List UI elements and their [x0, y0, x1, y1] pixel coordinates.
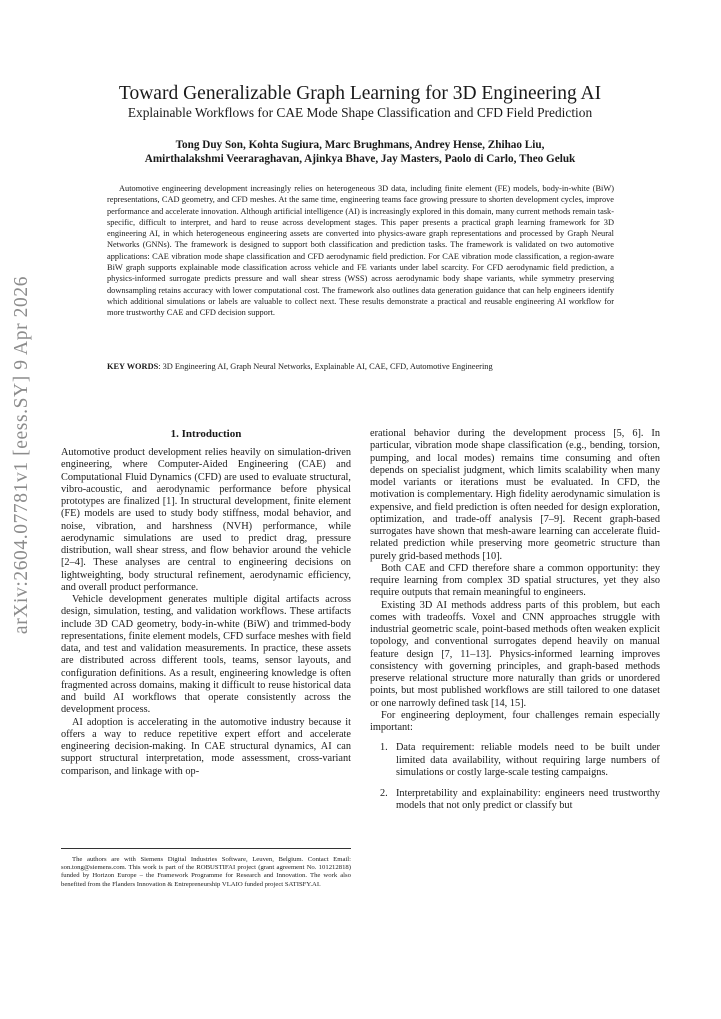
abstract [107, 183, 614, 319]
challenge-item [370, 788, 660, 813]
abstract-text: Automotive engineering development increasingly relies on heterogeneous 3D data, including finite element (FE) models, body-in-white (BiW) representations, CAD geometry, and CFD meshes. At the same time, engineering teams face growing pressure to shorten development cycles, improve performance and accelerate innovation. Although artificial intelligence (AI) is increasingly explored in this domain, many current methods remain task-specific, difficult to interpret, and hard to reuse across development stages. This paper presents a practical graph learning framework for 3D engineering AI, in which heterogeneous engineering assets are converted into physics-aware graph representations and processed by Graph Neural Networks (GNNs). The framework is designed to support both classification and prediction tasks. The framework is validated on two automotive applications: CAE vibration mode shape classification and CFD aerodynamic field prediction. For CAE vibration mode classification, a region-aware BiW graph supports explainable mode classification across vehicle and FE variants under label scarcity. For CFD aerodynamic field prediction, a physics-informed surrogate predicts pressure and wall shear stress (WSS) across aerodynamic body shape variants, while symmetry preserving downsampling retains accuracy with lower computational cost. The framework also outlines data generation guidance that can help engineers identify which additional simulations or labels are valuable to collect next. These results demonstrate a practical and reusable engineering AI workflow for more trustworthy CAE and CFD decision support. [107, 184, 614, 318]
author-list [60, 138, 660, 166]
challenge-text: Data requirement: reliable models need to be built under limited data availability, without requiring large numbers of simulations or costly large-scale testing campaigns. [396, 742, 660, 778]
intro-paragraph-7: For engineering deployment, four challenges remain especially important: [370, 709, 660, 733]
challenge-number: 2. [380, 788, 388, 799]
right-column [370, 428, 660, 822]
challenge-text: Interpretability and explainability: engineers need trustworthy models that not only predict or classify but [396, 788, 660, 812]
intro-paragraph-6: Existing 3D AI methods address parts of this problem, but each comes with tradeoffs. Voxel and CNN approaches struggle with industrial geometric scale, point-based methods often weaken explicit topology, and conventional surrogates depend heavily on manual feature design [7, 11–13]. Physics-informed learning improves consistency with governing principles, and graph-based methods preserve relational structure more naturally than grids or unordered points, but most published workflows are still tailored to one dataset or one narrowly defined task [14, 15]. [370, 599, 660, 709]
challenge-item [370, 742, 660, 779]
intro-paragraph-2: Vehicle development generates multiple digital artifacts across design, simulation, testing, and validation workflows. These artifacts include 3D CAD geometry, body-in-white (BiW) and trimmed-body representations, finite element models, CFD surface meshes with field data, and test and validation measurements. In practice, these assets are distributed across different tools, teams, sensor layouts, and configuration definitions. As a result, engineering knowledge is often fragmented across domains, making it difficult to reuse historical data and build AI workflows that operate consistently across the development process. [61, 594, 351, 716]
keywords [107, 361, 637, 372]
footnote [61, 848, 351, 889]
intro-paragraph-4: erational behavior during the development process [5, 6]. In particular, vibration mode shape classification (e.g., bending, torsion, pumping, and local modes) remains time consuming and often depends on specialist judgment, which limits scalability when many model variants or iterations must be evaluated. In CFD, the motivation is complementary. High fidelity aerodynamic simulation is expensive, and field prediction is often needed for design exploration, optimization, and trade-off analysis [7–9]. Recent graph-based surrogates have shown that mesh-aware learning can accelerate fluid-related prediction while preserving more geometric structure than purely grid-based methods [10]. [370, 428, 660, 562]
paper-subtitle: Explainable Workflows for CAE Mode Shape Classification and CFD Field Prediction [127, 105, 593, 120]
challenge-list [370, 742, 660, 812]
author-line-2: Amirthalakshmi Veeraraghavan, Ajinkya Bhave, Jay Masters, Paolo di Carlo, Theo Geluk [144, 153, 576, 166]
paper-title: Toward Generalizable Graph Learning for 3D Engineering AI [118, 83, 602, 104]
section-heading-introduction: 1. Introduction [170, 428, 242, 440]
arxiv-identifier-text: arXiv:2604.07781v1 [eess.SY] 9 Apr 2026 [11, 275, 32, 635]
arxiv-identifier-stamp [2, 275, 42, 635]
challenge-number: 1. [380, 742, 388, 754]
footnote-text: The authors are with Siemens Digital Industries Software, Leuven, Belgium. Contact Email: son.tong@siemens.com. This work is part of the ROBUSTIFAI project (grant agreement No. 101212818) funded by Horizon Europe – the Framework Programme for Research and Innovation. The work also benefited from the Flanders Innovation & Entrepreneurship VLAIO funded project SATISFY.AI. [61, 856, 351, 888]
intro-paragraph-5: Both CAE and CFD therefore share a common opportunity: they require learning from complex 3D spatial structures, yet they also require outputs that remain meaningful to engineers. [370, 562, 660, 599]
intro-paragraph-3: AI adoption is accelerating in the automotive industry because it offers a way to reduce repetitive expert effort and accelerate engineering decision-making. In CAE structural dynamics, AI can support structural interpretation, mode assessment, cross-variant comparison, and linkage with op- [61, 716, 351, 777]
author-line-1: Tong Duy Son, Kohta Sugiura, Marc Brughmans, Andrey Hense, Zhihao Liu, [175, 139, 545, 151]
left-column [61, 428, 351, 778]
intro-paragraph-1: Automotive product development relies heavily on simulation-driven engineering, where Computer-Aided Engineering (CAE) and Computational Fluid Dynamics (CFD) are used to evaluate structural, vibro-acoustic, and aerodynamic performance before physical prototypes are finalized [1]. In structural development, finite element (FE) models are used to study body stiffness, modal behavior, and noise, vibration, and harshness (NVH) performance, while aerodynamic simulations are used to predict drag, pressure distribution, wall shear stress, and flow behavior around the vehicle [2–4]. These analyses are central to engineering decisions on lightweighting, body structural refinement, aerodynamic efficiency, and overall product performance. [61, 447, 351, 593]
keywords-label: KEY WORDS [107, 362, 159, 371]
keywords-text: : 3D Engineering AI, Graph Neural Networks, Explainable AI, CAE, CFD, Automotive Engineering [158, 362, 493, 371]
